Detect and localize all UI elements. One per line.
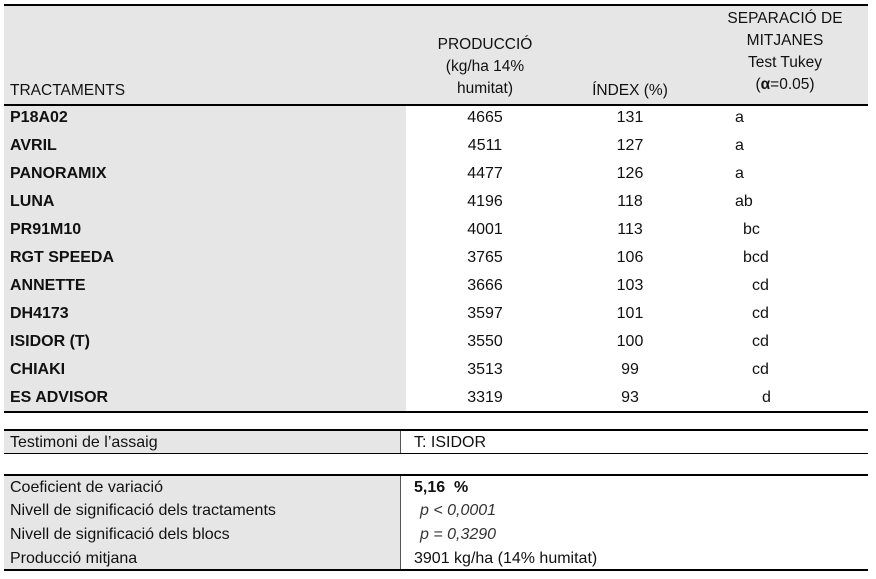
production-value: 3597: [467, 305, 503, 322]
mean-production-value: 3901 kg/ha (14% humitat): [414, 550, 598, 567]
treatment-name: P18A02: [10, 109, 68, 126]
treatments-significance-value: p < 0,0001: [420, 502, 497, 519]
production-value: 4001: [467, 221, 503, 238]
tukey-group: cd: [752, 333, 769, 350]
production-value: 4665: [467, 109, 503, 126]
tukey-group: ab: [735, 193, 753, 210]
treatment-name: CHIAKI: [10, 361, 66, 378]
index-value: 131: [616, 109, 644, 126]
cv-label: Coeficient de variació: [10, 479, 163, 496]
index-value: 118: [617, 193, 643, 210]
blocks-significance-value: p = 0,3290: [420, 526, 497, 543]
header-separation-line-1: SEPARACIÓ DE: [727, 10, 843, 27]
table-row: [0, 218, 876, 246]
index-value: 93: [621, 389, 639, 406]
treatment-name: RGT SPEEDA: [10, 249, 115, 266]
treatment-name: ES ADVISOR: [10, 389, 109, 406]
index-value: 101: [616, 305, 644, 322]
mean-production-label: Producció mitjana: [10, 550, 138, 567]
table-row: [0, 274, 876, 302]
tukey-group: cd: [752, 361, 769, 378]
index-value: 99: [621, 361, 639, 378]
production-value: 3765: [467, 249, 503, 266]
control-divider: [400, 431, 401, 453]
treatment-name: AVRIL: [10, 137, 57, 154]
header-production: [410, 34, 560, 100]
index-value: 127: [616, 137, 644, 154]
blocks-significance-label: Nivell de significació dels blocs: [10, 526, 230, 543]
table-row: [0, 386, 876, 414]
treatment-name: ANNETTE: [10, 277, 86, 294]
top-rule: [4, 4, 868, 6]
table-row: [0, 330, 876, 358]
control-label: Testimoni de l’assaig: [10, 434, 158, 451]
table-row: [0, 302, 876, 330]
cv-value: 5,16 %: [414, 479, 469, 496]
production-value: 3550: [467, 333, 503, 350]
header-separation-line-2: MITJANES: [746, 32, 824, 49]
table-row: [0, 190, 876, 218]
treatment-name: ISIDOR (T): [10, 333, 90, 350]
tukey-group: bc: [743, 221, 760, 238]
header-separation-line-3: Test Tukey: [747, 54, 823, 71]
index-value: 113: [617, 221, 643, 238]
control-bottom-rule: [4, 453, 868, 454]
table-row: [0, 246, 876, 274]
table-row: [0, 162, 876, 190]
production-value: 4196: [467, 193, 503, 210]
tukey-group: d: [762, 389, 771, 406]
body-bottom-rule: [4, 411, 868, 413]
treatments-significance-label: Nivell de significació dels tractaments: [10, 502, 276, 519]
table-row: [0, 106, 876, 134]
header-production-line-2: (kg/ha 14%: [445, 58, 525, 75]
alpha-value: =0.05): [770, 76, 815, 93]
stats-bottom-rule: [4, 569, 868, 571]
index-value: 106: [616, 249, 644, 266]
production-value: 3319: [467, 389, 503, 406]
index-value: 126: [616, 165, 644, 182]
header-production-line-3: humitat): [457, 80, 513, 97]
tukey-group: cd: [752, 277, 769, 294]
control-value: T: ISIDOR: [414, 434, 487, 451]
alpha-symbol: α: [760, 76, 771, 93]
tukey-group: a: [735, 109, 744, 126]
tukey-group: a: [735, 165, 744, 182]
treatment-name: PANORAMIX: [10, 165, 107, 182]
production-value: 3513: [467, 361, 503, 378]
index-value: 103: [616, 277, 644, 294]
table-row: [0, 358, 876, 386]
production-value: 3666: [467, 277, 503, 294]
table-row: [0, 134, 876, 162]
header-treatments: TRACTAMENTS: [10, 82, 126, 99]
header-separation: [700, 8, 870, 96]
tukey-group: bcd: [743, 249, 769, 266]
stats-divider: [400, 476, 401, 569]
treatment-name: DH4173: [10, 305, 69, 322]
tukey-group: a: [735, 137, 744, 154]
index-value: 100: [616, 333, 644, 350]
alpha-open: (: [755, 76, 761, 93]
header-index: ÍNDEX (%): [592, 82, 668, 99]
production-value: 4511: [467, 137, 503, 154]
treatment-name: PR91M10: [10, 221, 82, 238]
header-production-line-1: PRODUCCIÓ: [437, 36, 533, 53]
header-alpha: [700, 74, 870, 96]
production-value: 4477: [467, 165, 503, 182]
treatment-name: LUNA: [10, 193, 55, 210]
tukey-group: cd: [752, 305, 769, 322]
